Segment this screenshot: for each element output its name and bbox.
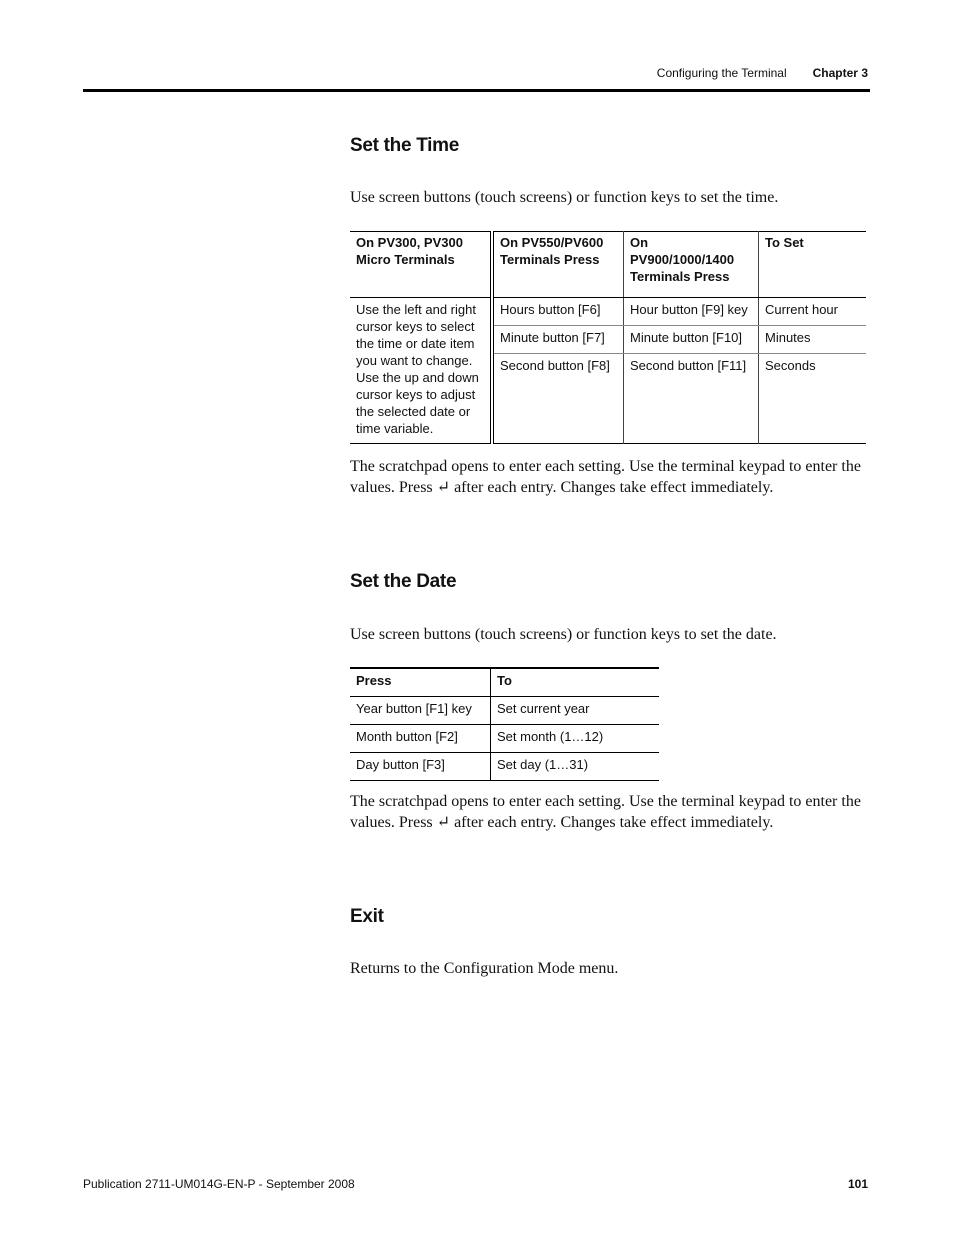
exit-heading: Exit <box>350 906 384 927</box>
table-cell: Set month (1…12) <box>491 725 660 753</box>
table-cell: Seconds <box>765 358 816 373</box>
table-cell: Minutes <box>759 326 867 354</box>
after-text-part-b: after each entry. Changes take effect immediately. <box>454 813 774 831</box>
table-row <box>350 753 659 781</box>
page-number: 101 <box>847 1177 868 1191</box>
table-row <box>350 697 659 725</box>
table-header-cell: On PV550/PV600 Terminals Press <box>492 232 624 298</box>
table-row <box>350 725 659 753</box>
header-rule <box>83 89 870 92</box>
table-cell: Hours button [F6] <box>492 298 624 326</box>
set-time-intro: Use screen buttons (touch screens) or function keys to set the time. <box>350 189 779 206</box>
set-time-heading: Set the Time <box>350 135 460 156</box>
set-time-after-text <box>350 457 866 498</box>
table-header-cell: On PV900/1000/1400 Terminals Press <box>624 232 759 298</box>
page-header <box>657 66 868 80</box>
table-cell-instructions: Use the left and right cursor keys to select the time or date item you want to change. Use the up and down cursor keys to adjust the selected date or time variable. <box>350 298 492 444</box>
set-date-heading: Set the Date <box>350 571 457 592</box>
table-header-cell: To <box>491 668 660 697</box>
header-chapter: Chapter 3 <box>812 66 868 80</box>
table-row <box>350 298 866 326</box>
table-header-row <box>350 668 659 697</box>
table-header-cell: Press <box>350 668 491 697</box>
table-header-row <box>350 232 866 298</box>
table-cell: Minute button [F10] <box>624 326 759 354</box>
exit-text: Returns to the Configuration Mode menu. <box>350 960 619 977</box>
after-text-part-a: The scratchpad opens to enter each setting. Use the terminal keypad to enter the values. Press <box>350 793 861 831</box>
table-cell: Year button [F1] key <box>350 697 491 725</box>
table-cell: Second button [F8] <box>492 354 624 444</box>
after-text-part-a: The scratchpad opens to enter each setting. Use the terminal keypad to enter the values. Press <box>350 458 861 496</box>
set-date-after-text <box>350 792 866 833</box>
table-header-cell: On PV300, PV300 Micro Terminals <box>350 232 492 298</box>
table-cell: Current hour <box>759 298 867 326</box>
table-cell: Set current year <box>491 697 660 725</box>
table-cell: Day button [F3] <box>350 753 491 781</box>
enter-key-icon: ↵ <box>436 813 451 831</box>
set-date-table <box>350 667 659 781</box>
set-date-intro: Use screen buttons (touch screens) or function keys to set the date. <box>350 626 777 643</box>
header-section: Configuring the Terminal <box>656 66 787 80</box>
after-text-part-b: after each entry. Changes take effect immediately. <box>454 478 774 496</box>
table-cell: Hour button [F9] key <box>624 298 759 326</box>
table-cell: Month button [F2] <box>350 725 491 753</box>
set-time-table <box>350 231 866 444</box>
table-cell: Minute button [F7] <box>492 326 624 354</box>
footer-publication: Publication 2711-UM014G-EN-P - September 2008 <box>83 1177 355 1191</box>
enter-key-icon: ↵ <box>436 478 451 496</box>
table-cell: Set day (1…31) <box>497 757 589 772</box>
table-cell: Second button [F11] <box>624 354 759 444</box>
table-header-cell: To Set <box>759 232 867 298</box>
